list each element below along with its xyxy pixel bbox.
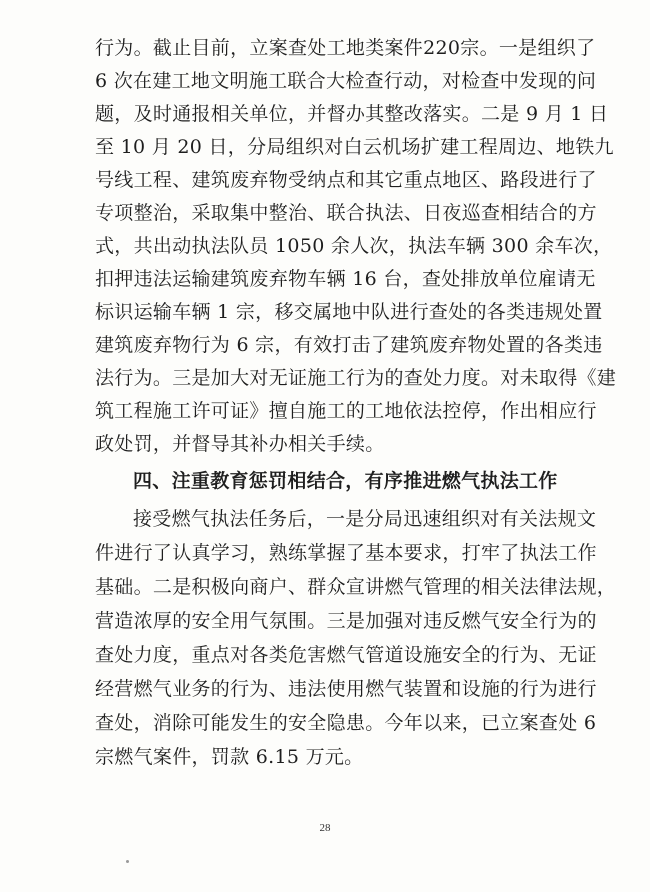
text-line: 查处，消除可能发生的安全隐患。今年以来，已立案查处 6 <box>95 712 597 734</box>
text-line: 法行为。三是加大对无证施工行为的查处力度。对未取得《建 <box>95 367 617 389</box>
text-line: 号线工程、建筑废弃物受纳点和其它重点地区、路段进行了 <box>95 169 597 191</box>
text-line: 标识运输车辆 1 宗，移交属地中队进行查处的各类违规处置 <box>95 301 603 323</box>
paragraph-first-line: 接受燃气执法任务后，一是分局迅速组织对有关法规文 <box>133 508 597 530</box>
text-line: 式，共出动执法队员 1050 余人次，执法车辆 300 余车次， <box>95 235 613 257</box>
text-line: 行为。截止目前，立案查处工地类案件220宗。一是组织了 <box>95 37 596 59</box>
text-line: 专项整治，采取集中整治、联合执法、日夜巡查相结合的方 <box>95 202 597 224</box>
text-line: 件进行了认真学习，熟练掌握了基本要求，打牢了执法工作 <box>95 542 597 564</box>
text-line: 宗燃气案件，罚款 6.15 万元。 <box>95 746 364 768</box>
section-heading: 四、注重教育惩罚相结合，有序推进燃气执法工作 <box>133 470 558 492</box>
text-line: 营造浓厚的安全用气氛围。三是加强对违反燃气安全行为的 <box>95 610 597 632</box>
text-line: 建筑废弃物行为 6 宗，有效打击了建筑废弃物处置的各类违 <box>95 334 603 356</box>
text-line: 经营燃气业务的行为、违法使用燃气装置和设施的行为进行 <box>95 678 597 700</box>
text-line: 查处力度，重点对各类危害燃气管道设施安全的行为、无证 <box>95 644 597 666</box>
text-line: 政处罚，并督导其补办相关手续。 <box>95 433 385 455</box>
text-line: 基础。二是积极向商户、群众宣讲燃气管理的相关法律法规， <box>95 576 617 598</box>
text-line: 至 10 月 20 日，分局组织对白云机场扩建工程周边、地铁九 <box>95 136 614 158</box>
page-number: 28 <box>319 822 331 834</box>
text-line: 筑工程施工许可证》擅自施工的工地依法控停，作出相应行 <box>95 400 597 422</box>
text-line: 6 次在建工地文明施工联合大检查行动，对检查中发现的问 <box>95 70 597 92</box>
text-line: 题，及时通报相关单位，并督办其整改落实。二是 9 月 1 日 <box>95 103 609 125</box>
scan-speck <box>126 860 129 863</box>
text-line: 扣押违法运输建筑废弃物车辆 16 台，查处排放单位雇请无 <box>95 268 596 290</box>
